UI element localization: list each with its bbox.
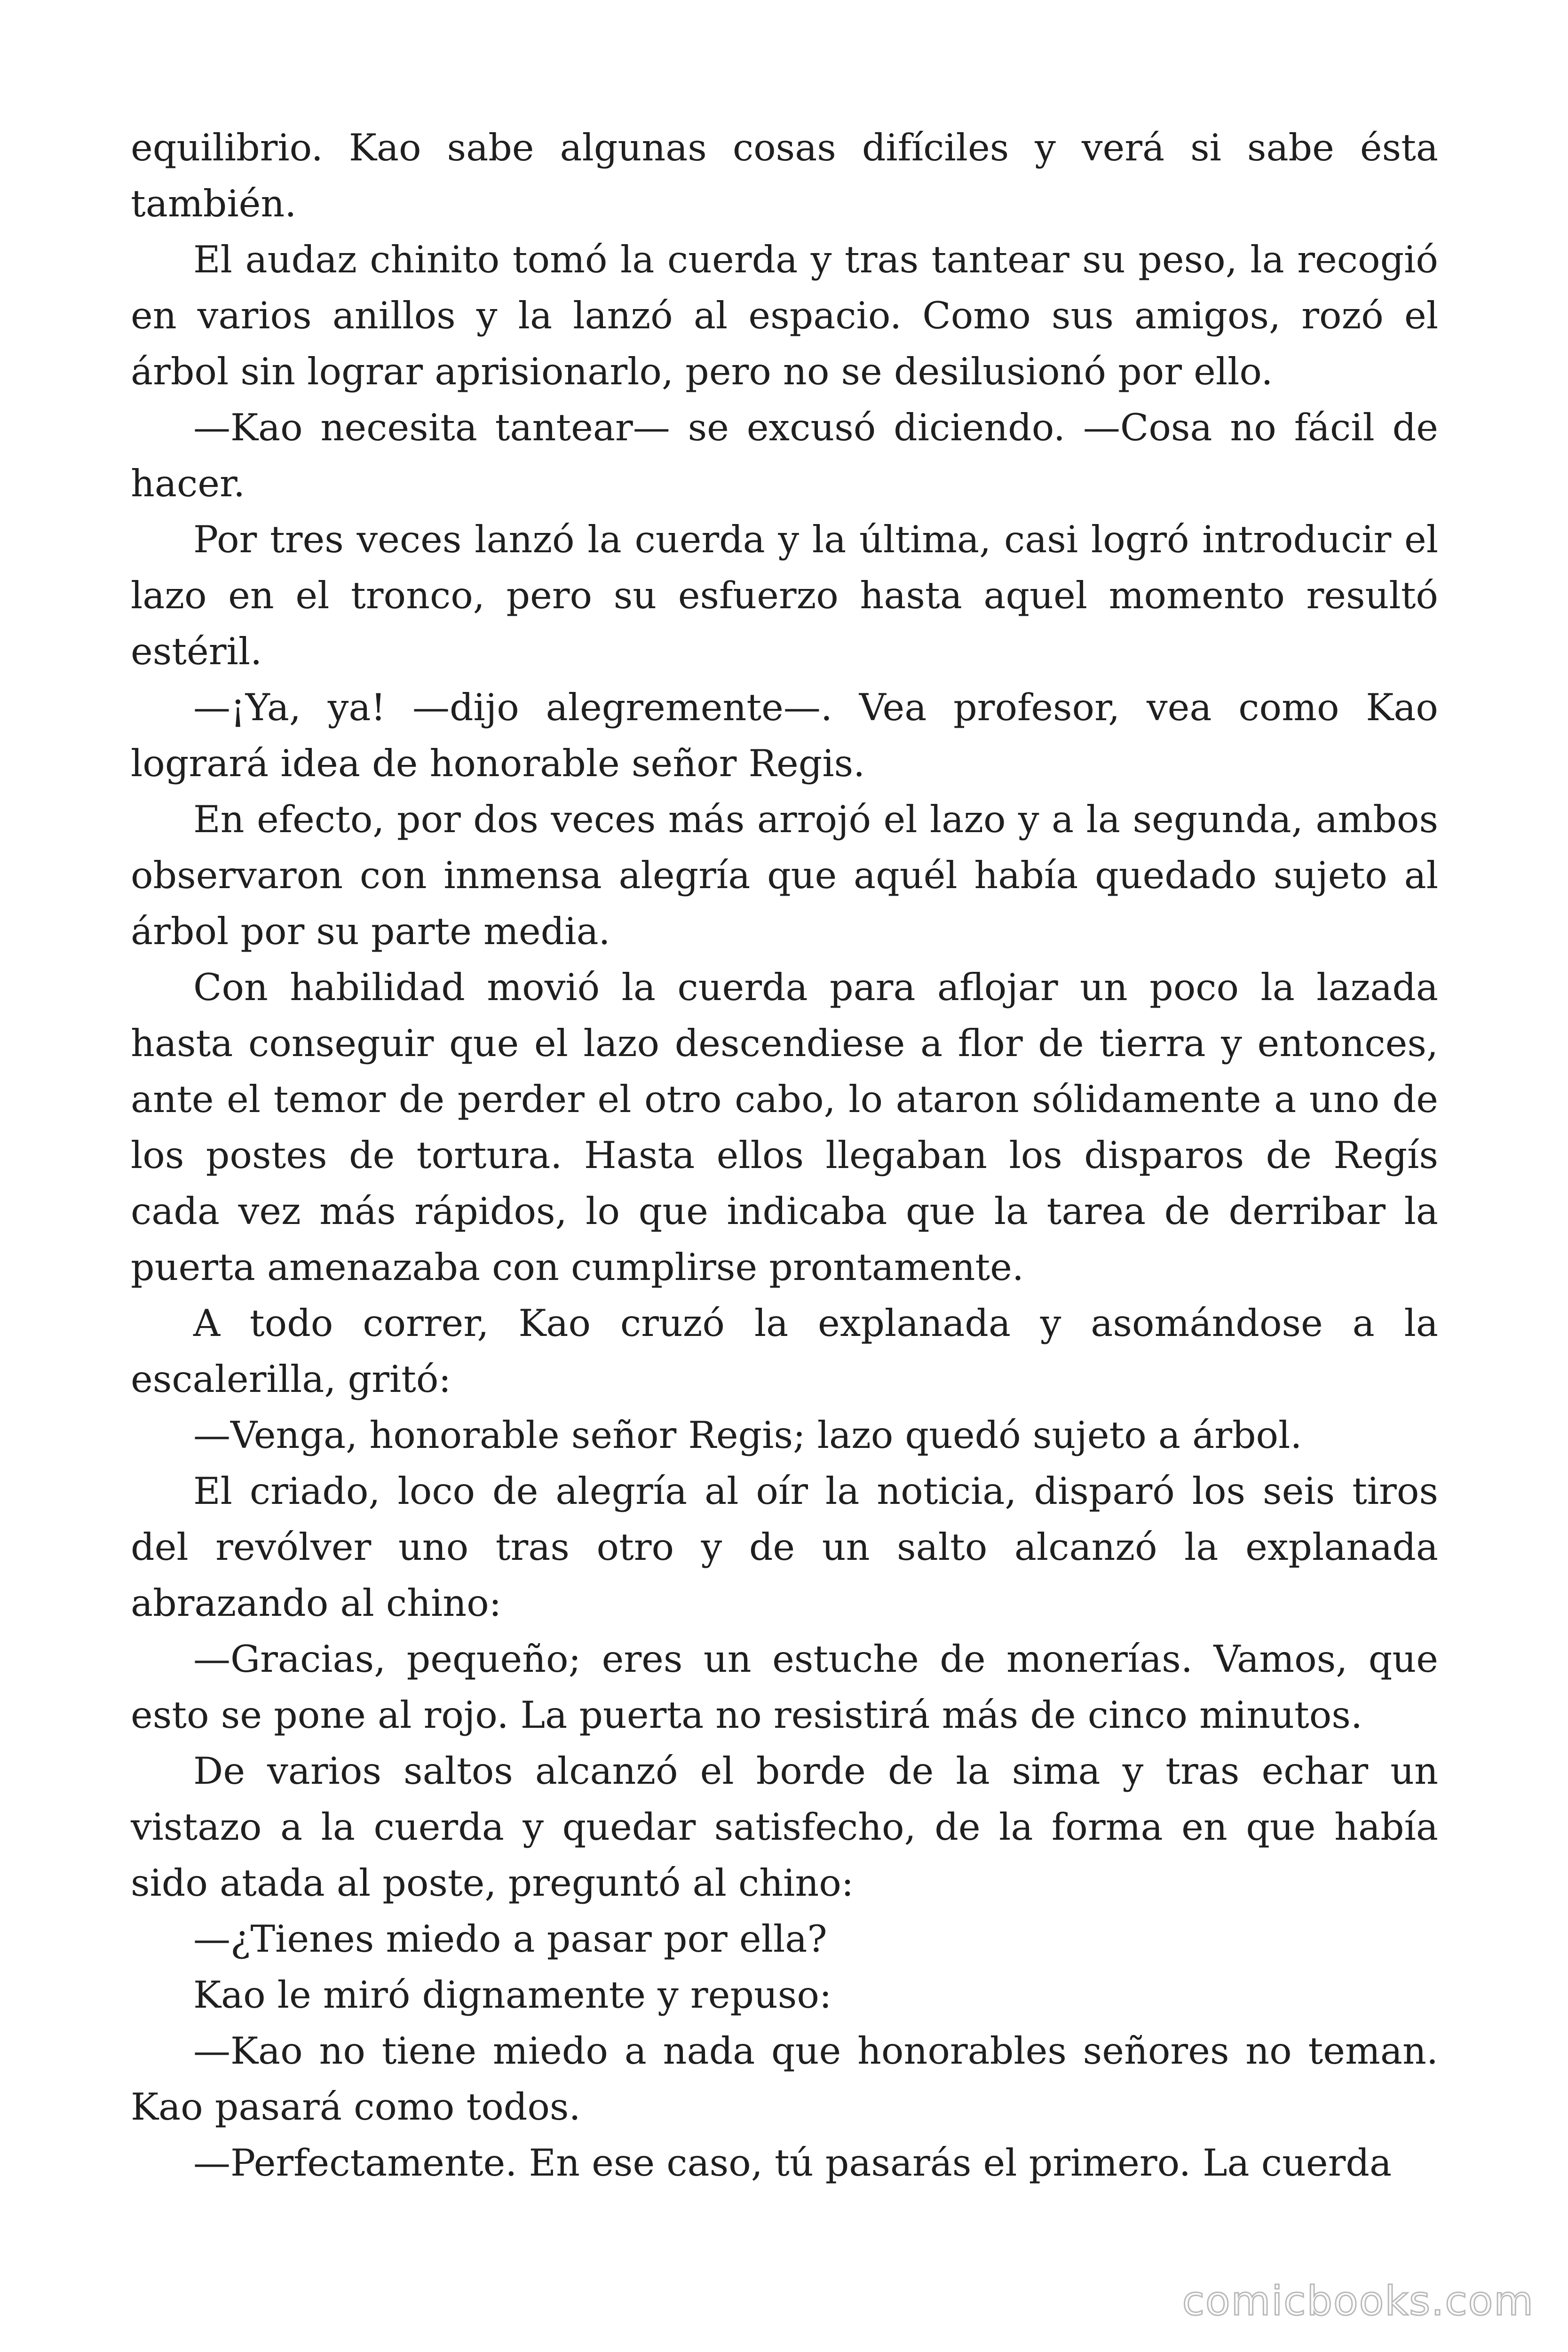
paragraph: A todo correr, Kao cruzó la explanada y asomándose a la escalerilla, gritó: <box>131 1302 1438 1401</box>
paragraph: —Kao necesita tantear— se excusó diciendo. —Cosa no fácil de hacer. <box>131 406 1438 505</box>
paragraph: El criado, loco de alegría al oír la noticia, disparó los seis tiros del revólver uno tras otro y de un salto alcanzó la explanada abrazando al chino: <box>131 1470 1438 1625</box>
watermark-text: comicbooks.com <box>1182 2278 1534 2325</box>
paragraph: —Gracias, pequeño; eres un estuche de monerías. Vamos, que esto se pone al rojo. La puerta no resistirá más de cinco minutos. <box>131 1637 1438 1737</box>
paragraph: —Perfectamente. En ese caso, tú pasarás el primero. La cuerda <box>193 2141 1392 2185</box>
paragraph: —Kao no tiene miedo a nada que honorables señores no teman. Kao pasará como todos. <box>131 2029 1438 2129</box>
paragraph: —Venga, honorable señor Regis; lazo quedó sujeto a árbol. <box>193 1414 1302 1457</box>
paragraph: —¡Ya, ya! —dijo alegremente—. Vea profesor, vea como Kao logrará idea de honorable señor Regis. <box>131 686 1438 785</box>
paragraph: El audaz chinito tomó la cuerda y tras tantear su peso, la recogió en varios anillos y la lanzó al espacio. Como sus amigos, rozó el árbol sin lograr aprisionarlo, pero no se desilusionó por ello. <box>131 238 1438 393</box>
paragraph: Con habilidad movió la cuerda para aflojar un poco la lazada hasta conseguir que el lazo descendiese a flor de tierra y entonces, ante el temor de perder el otro cabo, lo ataron sólidamente a uno de los postes de tortura. Hasta ellos llegaban los disparos de Regís cada vez más rápidos, lo que indicaba que la tarea de derribar la puerta amenazaba con cumplirse prontamente. <box>131 966 1438 1289</box>
paragraph: Por tres veces lanzó la cuerda y la última, casi logró introducir el lazo en el tronco, pero su esfuerzo hasta aquel momento resultó estéril. <box>131 518 1438 673</box>
paragraph: En efecto, por dos veces más arrojó el lazo y a la segunda, ambos observaron con inmensa alegría que aquél había quedado sujeto al árbol por su parte media. <box>131 798 1438 953</box>
paragraph: equilibrio. Kao sabe algunas cosas difíciles y verá si sabe ésta también. <box>131 126 1438 225</box>
page-text <box>131 120 1438 2191</box>
paragraph: —¿Tienes miedo a pasar por ella? <box>193 1917 827 1961</box>
paragraph: De varios saltos alcanzó el borde de la sima y tras echar un vistazo a la cuerda y quedar satisfecho, de la forma en que había sido atada al poste, preguntó al chino: <box>131 1749 1438 1905</box>
paragraph: Kao le miró dignamente y repuso: <box>193 1973 832 2017</box>
